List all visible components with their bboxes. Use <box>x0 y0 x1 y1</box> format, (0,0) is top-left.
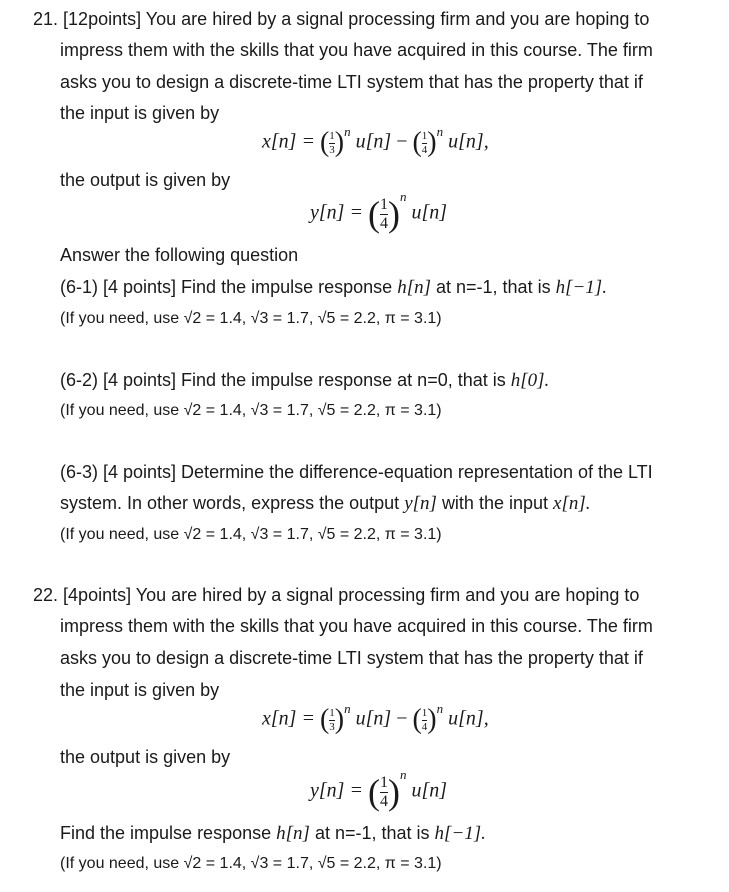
y-n: y[n] <box>404 493 437 514</box>
q22-number: 22. <box>33 585 59 605</box>
q21-text-line1: You are hired by a signal processing firm and you are hoping to <box>145 9 650 29</box>
q21-sub2-hint: (If you need, use √2 = 1.4, √3 = 1.7, √5 = 2.2, π = 3.1) <box>60 402 442 419</box>
q22-hint: (If you need, use √2 = 1.4, √3 = 1.7, √5 = 2.2, π = 3.1) <box>60 855 442 872</box>
q21-sub3-hint: (If you need, use √2 = 1.4, √3 = 1.7, √5 = 2.2, π = 3.1) <box>60 526 442 543</box>
h-minus-1: h[−1]. <box>555 277 607 298</box>
q21-text-line4: the input is given by <box>60 103 220 123</box>
q21-input-equation: x[n] = ( $\frac{1}{3}$ )n u[n] − ( $\frac{1}{4}$ )n u[n], <box>262 123 489 158</box>
q21-points: [12points] <box>63 9 142 29</box>
q22-points: [4points] <box>63 585 132 605</box>
q22-output-intro: the output is given by <box>60 747 231 767</box>
q22-line1 <box>33 583 639 607</box>
q21-text-line2: impress them with the skills that you have acquired in this course. The firm <box>60 40 653 60</box>
q21-number: 21. <box>33 9 59 29</box>
q22-input-equation: x[n] = ( $\frac{1}{3}$ )n u[n] − ( $\frac{1}{4}$ )n u[n], <box>262 700 489 735</box>
q22-find: Find the impulse response h[n] at n=-1, that is h[−1]. <box>60 823 486 844</box>
x-n: x[n]. <box>553 493 591 514</box>
q21-line1 <box>33 7 649 31</box>
q22-text-line3: asks you to design a discrete-time LTI system that has the property that if <box>60 648 643 668</box>
q21-sub1-hint: (If you need, use √2 = 1.4, √3 = 1.7, √5 = 2.2, π = 3.1) <box>60 310 442 327</box>
q21-output-intro: the output is given by <box>60 170 231 190</box>
h-0: h[0]. <box>510 370 550 391</box>
q21-sub3-line1: (6-3) [4 points] Determine the difference-equation representation of the LTI <box>60 462 653 482</box>
q22-text-line4: the input is given by <box>60 680 220 700</box>
q21-text-line3: asks you to design a discrete-time LTI system that has the property that if <box>60 72 643 92</box>
q21-output-equation: y[n] = ( $\frac{1}{4}$ )n u[n] <box>310 188 448 234</box>
q21-sub1: (6-1) [4 points] Find the impulse response h[n] at n=-1, that is h[−1]. <box>60 277 607 298</box>
q21-x-lhs: x[n] = <box>262 130 315 153</box>
q22-output-equation: y[n] = ( $\frac{1}{4}$ )n u[n] <box>310 766 448 812</box>
q21-sub3-line2: system. In other words, express the output y[n] with the input x[n]. <box>60 493 591 514</box>
q21-answer-intro: Answer the following question <box>60 245 299 265</box>
h-n: h[n] <box>397 277 431 298</box>
q22-text-line1: You are hired by a signal processing firm and you are hoping to <box>135 585 640 605</box>
q21-sub2: (6-2) [4 points] Find the impulse response at n=0, that is h[0]. <box>60 370 550 391</box>
q22-text-line2: impress them with the skills that you have acquired in this course. The firm <box>60 616 653 636</box>
